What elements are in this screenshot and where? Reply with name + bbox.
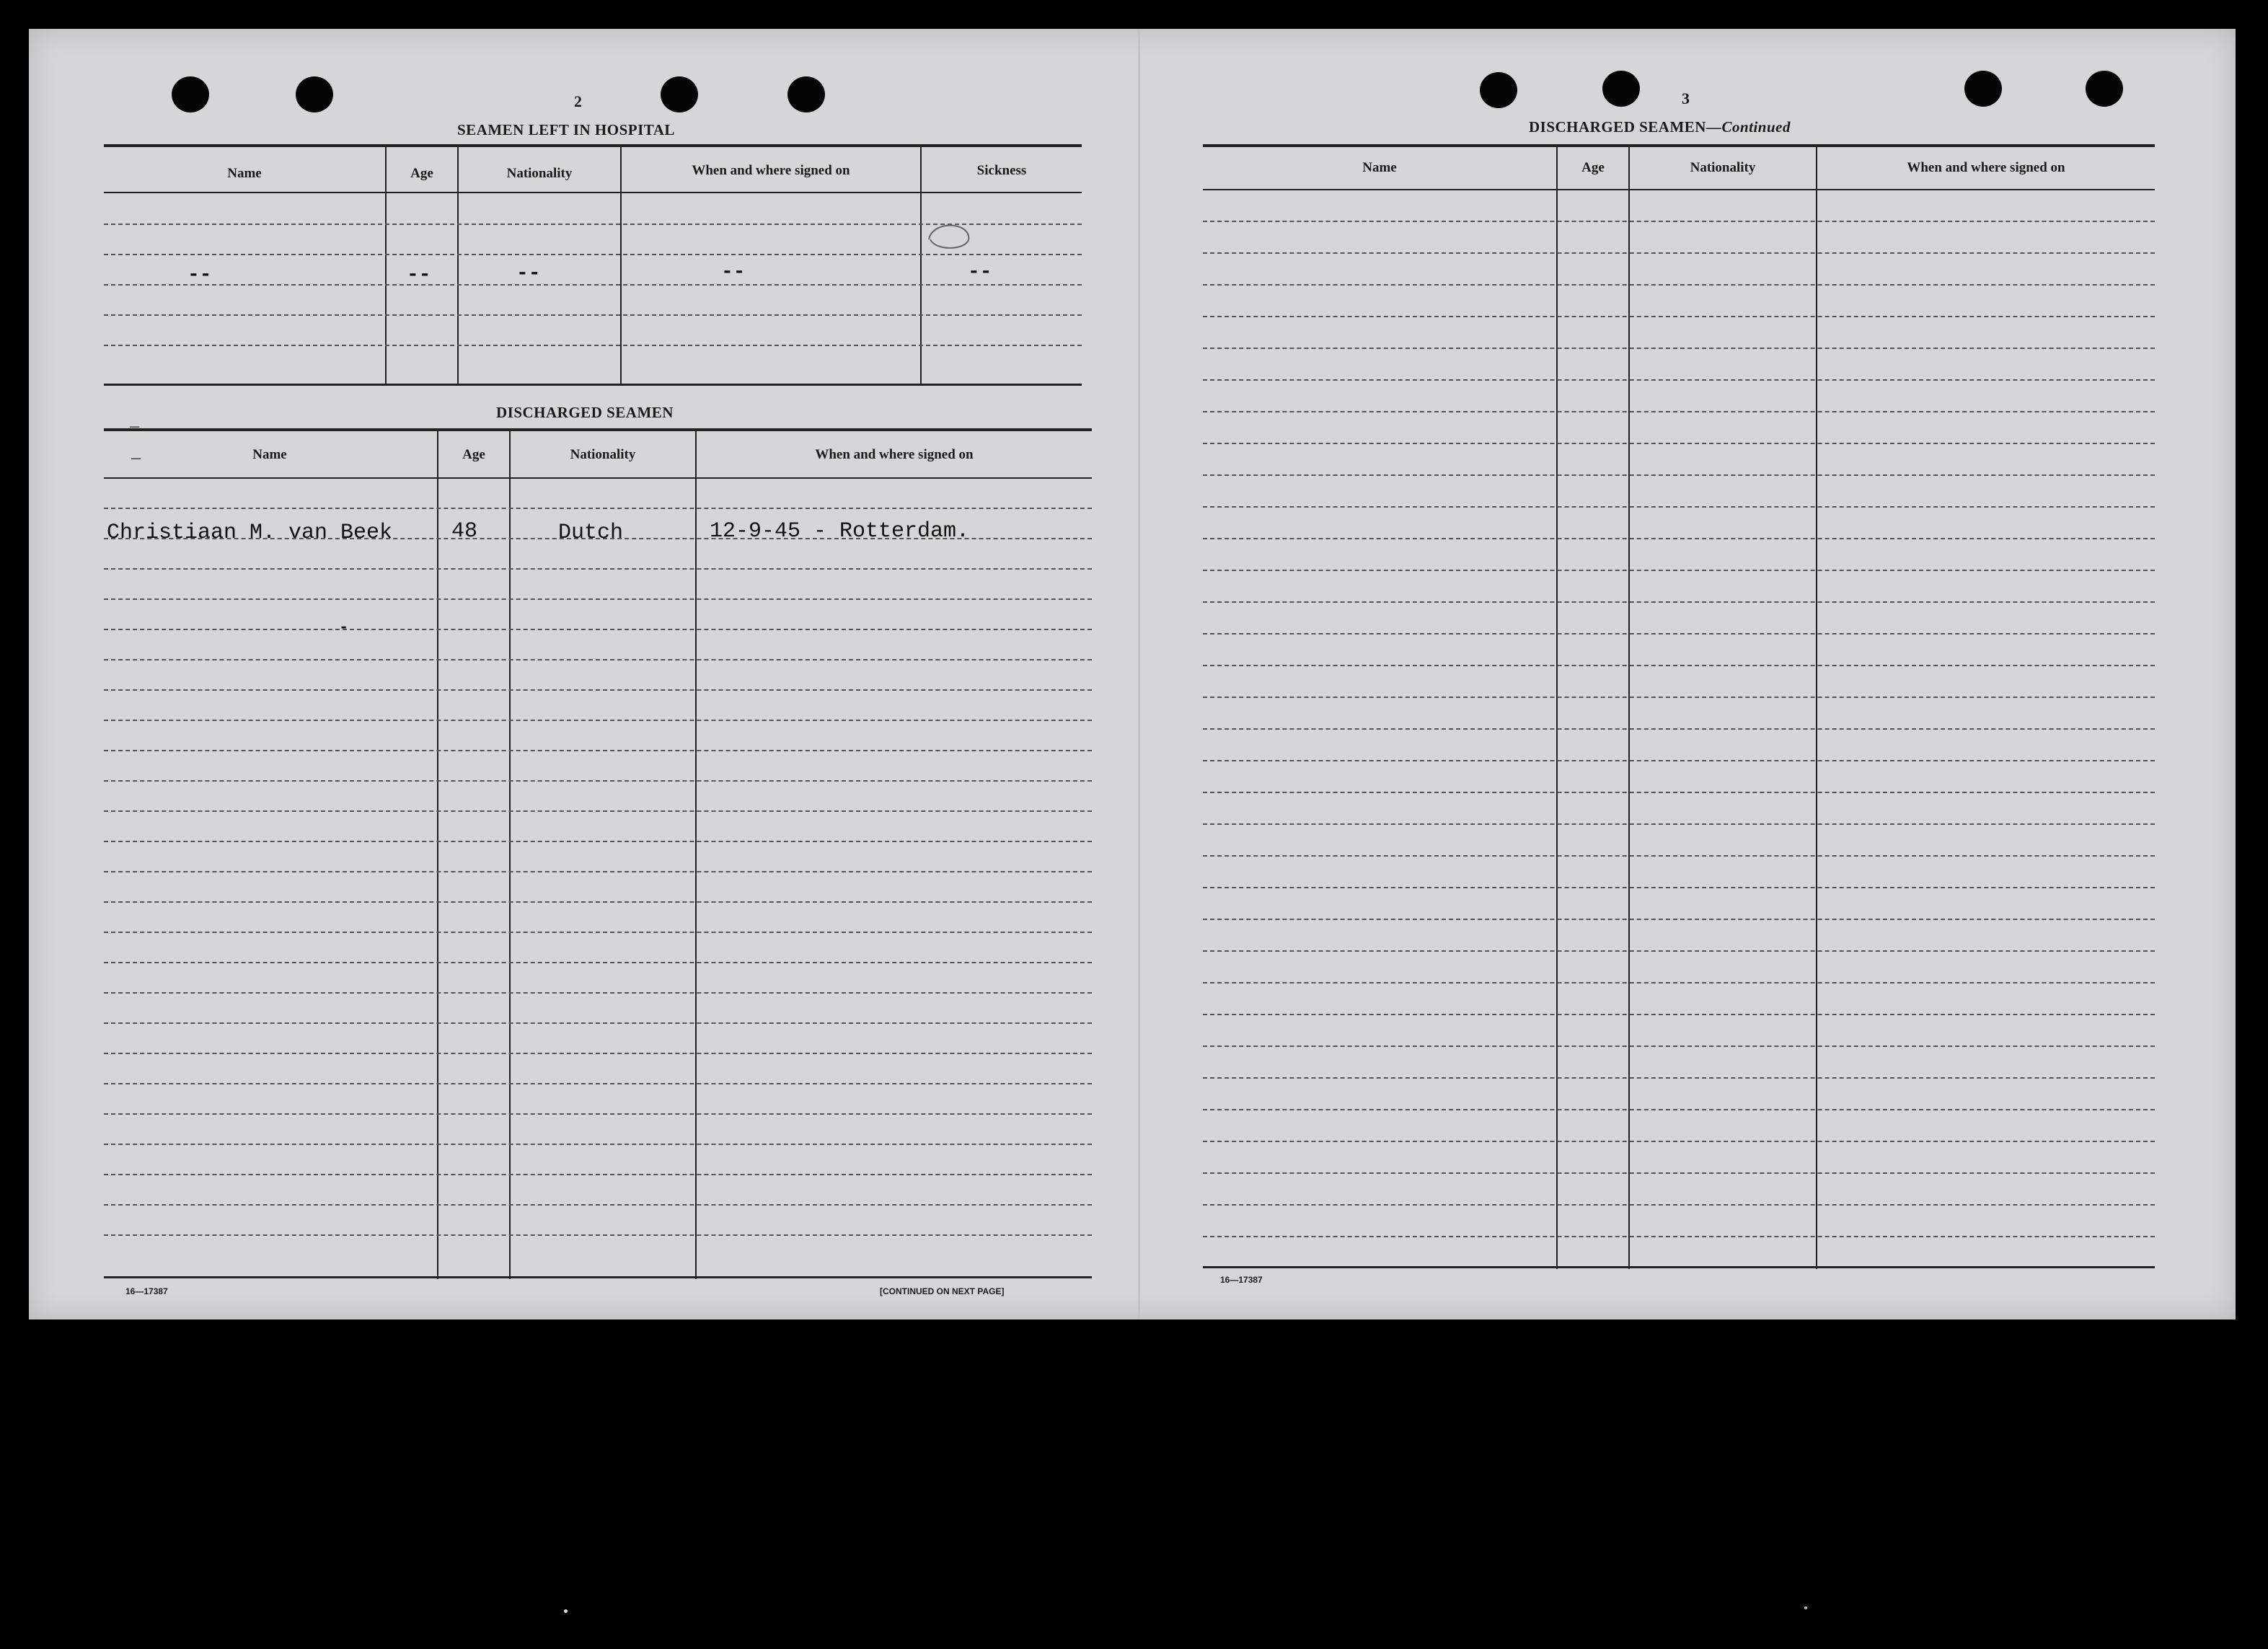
row-line [104, 508, 1092, 509]
tick-mark: — [130, 418, 140, 436]
continued-note: [CONTINUED ON NEXT PAGE] [880, 1286, 1005, 1296]
row-line [1203, 506, 2155, 508]
row-line [104, 629, 1092, 630]
row-line [104, 284, 1082, 286]
row-line [104, 720, 1092, 721]
punch-hole [1480, 72, 1517, 108]
row-line [104, 1144, 1092, 1145]
scribble-mark [922, 218, 979, 254]
document-sheet [29, 29, 2236, 1319]
stray-dot [1804, 1606, 1807, 1609]
section-title-discharged-continued [1529, 118, 1791, 136]
column-divider [385, 147, 387, 385]
section-title-continued: —Continued [1706, 118, 1791, 136]
row-line [104, 345, 1082, 346]
row-line [104, 254, 1082, 255]
row-line [104, 1204, 1092, 1206]
row-line [1203, 443, 2155, 444]
row-line [1203, 601, 2155, 603]
row-line [104, 750, 1092, 751]
empty-entry-mark: -- [407, 264, 431, 286]
row-line [1203, 760, 2155, 761]
column-header-signed-on: When and where signed on [692, 163, 850, 178]
stray-dot [564, 1609, 568, 1613]
row-line [1203, 1236, 2155, 1237]
column-divider [457, 147, 459, 385]
empty-entry-mark: -- [187, 264, 212, 286]
column-divider [920, 147, 922, 385]
row-line [104, 962, 1092, 963]
seaman-nationality: Dutch [558, 521, 624, 545]
row-line [1203, 633, 2155, 635]
empty-entry-mark: -- [721, 261, 746, 283]
row-line [1203, 538, 2155, 539]
page-number: 2 [574, 92, 582, 110]
row-line [1203, 1045, 2155, 1047]
row-line [104, 841, 1092, 842]
header-rule [104, 477, 1092, 479]
row-line [1203, 697, 2155, 698]
punch-hole [1964, 71, 2002, 107]
stray-mark: - [339, 619, 349, 637]
row-line [1203, 570, 2155, 571]
table-bottom-rule [104, 384, 1082, 386]
row-line [104, 598, 1092, 600]
row-line [1203, 982, 2155, 983]
punch-hole [296, 76, 333, 112]
column-header-age: Age [410, 166, 433, 181]
row-line [1203, 887, 2155, 888]
column-divider [509, 431, 511, 1279]
column-header-nationality: Nationality [1690, 160, 1756, 175]
row-line [1203, 665, 2155, 666]
header-rule [1203, 189, 2155, 190]
punch-hole [661, 76, 698, 112]
punch-hole [787, 76, 825, 112]
row-line [1203, 792, 2155, 793]
row-line [104, 1234, 1092, 1236]
column-header-signed-on: When and where signed on [815, 447, 974, 462]
row-line [104, 1083, 1092, 1084]
row-line [1203, 474, 2155, 476]
empty-entry-mark: -- [968, 261, 992, 283]
form-number: 16—17387 [125, 1286, 168, 1296]
column-header-sickness: Sickness [976, 163, 1027, 178]
row-line [1203, 284, 2155, 286]
row-line [1203, 823, 2155, 825]
table-bottom-rule [104, 1276, 1092, 1278]
column-divider [620, 147, 622, 385]
column-header-signed-on: When and where signed on [1907, 160, 2065, 175]
row-line [1203, 728, 2155, 730]
empty-entry-mark: -- [516, 262, 541, 285]
seaman-age: 48 [451, 519, 478, 544]
column-divider [695, 431, 697, 1279]
column-header-name: Name [252, 447, 287, 462]
row-line [104, 568, 1092, 570]
seaman-name: Christiaan M. van Beek [107, 521, 393, 545]
row-line [104, 1053, 1092, 1054]
page-fold [1138, 29, 1140, 1319]
punch-hole [2086, 71, 2123, 107]
table-top-rule [1203, 144, 2155, 147]
column-header-age: Age [1581, 160, 1605, 175]
row-line [104, 780, 1092, 782]
row-line [1203, 411, 2155, 412]
seaman-signed-on: 12-9-45 - Rotterdam. [710, 519, 970, 544]
column-header-name: Name [1362, 160, 1397, 175]
row-line [104, 1022, 1092, 1024]
row-line [1203, 950, 2155, 952]
section-title-hospital: SEAMEN LEFT IN HOSPITAL [457, 121, 675, 138]
punch-hole [172, 76, 209, 112]
section-title-main: DISCHARGED SEAMEN [1529, 118, 1706, 136]
row-line [104, 659, 1092, 660]
row-line [1203, 919, 2155, 920]
row-line [1203, 1014, 2155, 1015]
row-line [104, 932, 1092, 933]
row-line [1203, 221, 2155, 222]
row-line [104, 689, 1092, 691]
header-rule [104, 192, 1082, 193]
column-header-nationality: Nationality [506, 166, 573, 181]
tick-mark: — [131, 450, 141, 468]
column-header-nationality: Nationality [570, 447, 636, 462]
row-line [104, 810, 1092, 812]
form-number: 16—17387 [1220, 1275, 1263, 1285]
row-line [1203, 1172, 2155, 1174]
row-line [1203, 1141, 2155, 1142]
row-line [1203, 252, 2155, 254]
row-line [1203, 348, 2155, 349]
row-line [104, 314, 1082, 316]
row-line [1203, 316, 2155, 317]
row-line [104, 1113, 1092, 1115]
row-line [1203, 1077, 2155, 1079]
row-line [104, 871, 1092, 872]
row-line [104, 1174, 1092, 1175]
table-bottom-rule [1203, 1266, 2155, 1268]
punch-hole [1602, 71, 1640, 107]
row-line [1203, 1109, 2155, 1110]
row-line [1203, 379, 2155, 381]
table-top-rule [104, 428, 1092, 431]
column-divider [437, 431, 438, 1279]
column-header-name: Name [227, 166, 262, 181]
row-line [1203, 855, 2155, 857]
table-top-rule [104, 144, 1082, 147]
page-number: 3 [1682, 89, 1690, 107]
section-title-discharged: DISCHARGED SEAMEN [496, 404, 674, 421]
row-line [104, 901, 1092, 903]
row-line [104, 992, 1092, 994]
column-header-age: Age [462, 447, 485, 462]
row-line [1203, 1204, 2155, 1206]
